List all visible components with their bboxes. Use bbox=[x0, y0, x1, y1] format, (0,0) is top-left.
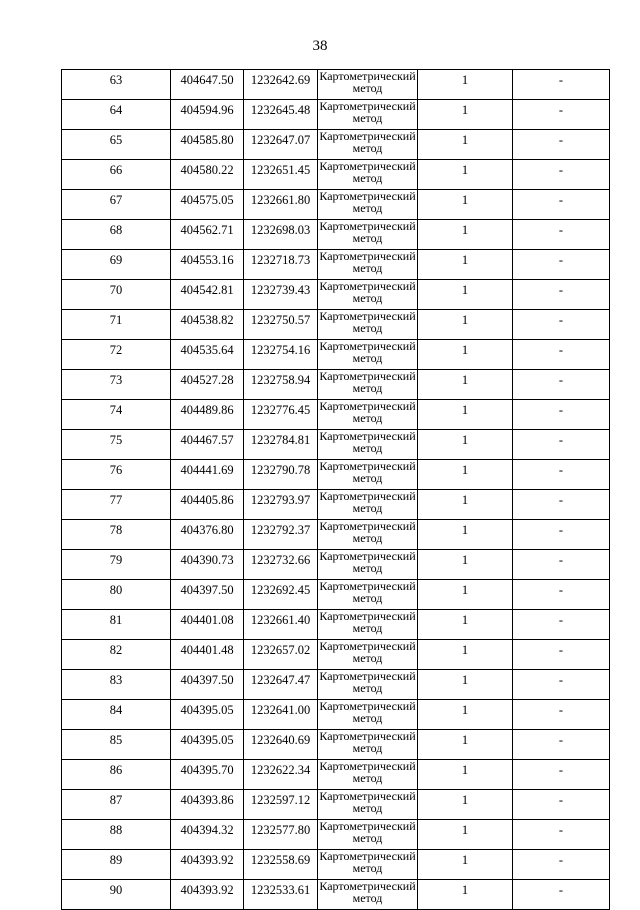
table-row bbox=[62, 700, 610, 730]
point-number-cell: 64 bbox=[62, 100, 171, 130]
y-coordinate-cell: 1232657.02 bbox=[244, 640, 318, 670]
description-cell: - bbox=[513, 340, 610, 370]
x-coordinate-cell: 404585.80 bbox=[171, 130, 244, 160]
description-cell: - bbox=[513, 460, 610, 490]
x-coordinate-cell: 404401.48 bbox=[171, 640, 244, 670]
accuracy-cell: 1 bbox=[418, 130, 513, 160]
description-cell: - bbox=[513, 580, 610, 610]
method-cell: Картометрический метод bbox=[318, 100, 418, 130]
point-number-cell: 74 bbox=[62, 400, 171, 430]
point-number-cell: 82 bbox=[62, 640, 171, 670]
method-cell: Картометрический метод bbox=[318, 730, 418, 760]
x-coordinate-cell: 404489.86 bbox=[171, 400, 244, 430]
table-row bbox=[62, 730, 610, 760]
table-row bbox=[62, 490, 610, 520]
accuracy-cell: 1 bbox=[418, 700, 513, 730]
y-coordinate-cell: 1232776.45 bbox=[244, 400, 318, 430]
point-number-cell: 69 bbox=[62, 250, 171, 280]
method-cell: Картометрический метод bbox=[318, 790, 418, 820]
point-number-cell: 87 bbox=[62, 790, 171, 820]
point-number-cell: 88 bbox=[62, 820, 171, 850]
point-number-cell: 71 bbox=[62, 310, 171, 340]
description-cell: - bbox=[513, 100, 610, 130]
accuracy-cell: 1 bbox=[418, 850, 513, 880]
y-coordinate-cell: 1232647.07 bbox=[244, 130, 318, 160]
y-coordinate-cell: 1232792.37 bbox=[244, 520, 318, 550]
y-coordinate-cell: 1232784.81 bbox=[244, 430, 318, 460]
table-row bbox=[62, 850, 610, 880]
y-coordinate-cell: 1232645.48 bbox=[244, 100, 318, 130]
accuracy-cell: 1 bbox=[418, 610, 513, 640]
description-cell: - bbox=[513, 70, 610, 100]
y-coordinate-cell: 1232718.73 bbox=[244, 250, 318, 280]
method-cell: Картометрический метод bbox=[318, 400, 418, 430]
point-number-cell: 77 bbox=[62, 490, 171, 520]
x-coordinate-cell: 404397.50 bbox=[171, 580, 244, 610]
accuracy-cell: 1 bbox=[418, 70, 513, 100]
accuracy-cell: 1 bbox=[418, 190, 513, 220]
description-cell: - bbox=[513, 670, 610, 700]
accuracy-cell: 1 bbox=[418, 880, 513, 910]
method-cell: Картометрический метод bbox=[318, 490, 418, 520]
method-cell: Картометрический метод bbox=[318, 850, 418, 880]
method-cell: Картометрический метод bbox=[318, 340, 418, 370]
x-coordinate-cell: 404594.96 bbox=[171, 100, 244, 130]
method-cell: Картометрический метод bbox=[318, 160, 418, 190]
description-cell: - bbox=[513, 430, 610, 460]
method-cell: Картометрический метод bbox=[318, 820, 418, 850]
y-coordinate-cell: 1232758.94 bbox=[244, 370, 318, 400]
y-coordinate-cell: 1232750.57 bbox=[244, 310, 318, 340]
description-cell: - bbox=[513, 700, 610, 730]
y-coordinate-cell: 1232597.12 bbox=[244, 790, 318, 820]
accuracy-cell: 1 bbox=[418, 400, 513, 430]
x-coordinate-cell: 404538.82 bbox=[171, 310, 244, 340]
point-number-cell: 78 bbox=[62, 520, 171, 550]
method-cell: Картометрический метод bbox=[318, 190, 418, 220]
y-coordinate-cell: 1232754.16 bbox=[244, 340, 318, 370]
accuracy-cell: 1 bbox=[418, 430, 513, 460]
point-number-cell: 79 bbox=[62, 550, 171, 580]
description-cell: - bbox=[513, 250, 610, 280]
x-coordinate-cell: 404580.22 bbox=[171, 160, 244, 190]
table-row bbox=[62, 340, 610, 370]
x-coordinate-cell: 404393.92 bbox=[171, 850, 244, 880]
x-coordinate-cell: 404393.92 bbox=[171, 880, 244, 910]
method-cell: Картометрический метод bbox=[318, 430, 418, 460]
description-cell: - bbox=[513, 790, 610, 820]
point-number-cell: 80 bbox=[62, 580, 171, 610]
method-cell: Картометрический метод bbox=[318, 130, 418, 160]
y-coordinate-cell: 1232651.45 bbox=[244, 160, 318, 190]
method-cell: Картометрический метод bbox=[318, 760, 418, 790]
accuracy-cell: 1 bbox=[418, 580, 513, 610]
point-number-cell: 83 bbox=[62, 670, 171, 700]
table-row bbox=[62, 100, 610, 130]
table-row bbox=[62, 370, 610, 400]
method-cell: Картометрический метод bbox=[318, 640, 418, 670]
x-coordinate-cell: 404405.86 bbox=[171, 490, 244, 520]
y-coordinate-cell: 1232642.69 bbox=[244, 70, 318, 100]
description-cell: - bbox=[513, 520, 610, 550]
method-cell: Картометрический метод bbox=[318, 880, 418, 910]
x-coordinate-cell: 404553.16 bbox=[171, 250, 244, 280]
point-number-cell: 72 bbox=[62, 340, 171, 370]
point-number-cell: 76 bbox=[62, 460, 171, 490]
accuracy-cell: 1 bbox=[418, 370, 513, 400]
table-row bbox=[62, 640, 610, 670]
x-coordinate-cell: 404395.70 bbox=[171, 760, 244, 790]
accuracy-cell: 1 bbox=[418, 640, 513, 670]
y-coordinate-cell: 1232647.47 bbox=[244, 670, 318, 700]
point-number-cell: 66 bbox=[62, 160, 171, 190]
accuracy-cell: 1 bbox=[418, 670, 513, 700]
table-row bbox=[62, 760, 610, 790]
method-cell: Картометрический метод bbox=[318, 280, 418, 310]
method-cell: Картометрический метод bbox=[318, 220, 418, 250]
accuracy-cell: 1 bbox=[418, 280, 513, 310]
table-row bbox=[62, 430, 610, 460]
y-coordinate-cell: 1232577.80 bbox=[244, 820, 318, 850]
description-cell: - bbox=[513, 880, 610, 910]
y-coordinate-cell: 1232732.66 bbox=[244, 550, 318, 580]
table-row bbox=[62, 550, 610, 580]
accuracy-cell: 1 bbox=[418, 760, 513, 790]
point-number-cell: 86 bbox=[62, 760, 171, 790]
accuracy-cell: 1 bbox=[418, 220, 513, 250]
table-row bbox=[62, 130, 610, 160]
x-coordinate-cell: 404390.73 bbox=[171, 550, 244, 580]
x-coordinate-cell: 404394.32 bbox=[171, 820, 244, 850]
method-cell: Картометрический метод bbox=[318, 70, 418, 100]
x-coordinate-cell: 404441.69 bbox=[171, 460, 244, 490]
accuracy-cell: 1 bbox=[418, 520, 513, 550]
accuracy-cell: 1 bbox=[418, 310, 513, 340]
x-coordinate-cell: 404527.28 bbox=[171, 370, 244, 400]
point-number-cell: 89 bbox=[62, 850, 171, 880]
y-coordinate-cell: 1232790.78 bbox=[244, 460, 318, 490]
method-cell: Картометрический метод bbox=[318, 370, 418, 400]
y-coordinate-cell: 1232661.40 bbox=[244, 610, 318, 640]
table-row bbox=[62, 160, 610, 190]
point-number-cell: 65 bbox=[62, 130, 171, 160]
method-cell: Картометрический метод bbox=[318, 580, 418, 610]
table-row bbox=[62, 280, 610, 310]
accuracy-cell: 1 bbox=[418, 550, 513, 580]
table-row bbox=[62, 820, 610, 850]
x-coordinate-cell: 404535.64 bbox=[171, 340, 244, 370]
method-cell: Картометрический метод bbox=[318, 250, 418, 280]
description-cell: - bbox=[513, 130, 610, 160]
accuracy-cell: 1 bbox=[418, 790, 513, 820]
y-coordinate-cell: 1232698.03 bbox=[244, 220, 318, 250]
table-row bbox=[62, 220, 610, 250]
point-number-cell: 84 bbox=[62, 700, 171, 730]
point-number-cell: 75 bbox=[62, 430, 171, 460]
method-cell: Картометрический метод bbox=[318, 610, 418, 640]
description-cell: - bbox=[513, 190, 610, 220]
description-cell: - bbox=[513, 820, 610, 850]
x-coordinate-cell: 404575.05 bbox=[171, 190, 244, 220]
page-number: 38 bbox=[312, 38, 328, 54]
accuracy-cell: 1 bbox=[418, 490, 513, 520]
y-coordinate-cell: 1232533.61 bbox=[244, 880, 318, 910]
x-coordinate-cell: 404562.71 bbox=[171, 220, 244, 250]
y-coordinate-cell: 1232622.34 bbox=[244, 760, 318, 790]
table-body bbox=[62, 70, 610, 910]
accuracy-cell: 1 bbox=[418, 460, 513, 490]
x-coordinate-cell: 404395.05 bbox=[171, 700, 244, 730]
method-cell: Картометрический метод bbox=[318, 550, 418, 580]
table-row bbox=[62, 250, 610, 280]
y-coordinate-cell: 1232640.69 bbox=[244, 730, 318, 760]
accuracy-cell: 1 bbox=[418, 100, 513, 130]
accuracy-cell: 1 bbox=[418, 730, 513, 760]
point-number-cell: 68 bbox=[62, 220, 171, 250]
method-cell: Картометрический метод bbox=[318, 520, 418, 550]
point-number-cell: 85 bbox=[62, 730, 171, 760]
table-row bbox=[62, 580, 610, 610]
table-row bbox=[62, 790, 610, 820]
y-coordinate-cell: 1232739.43 bbox=[244, 280, 318, 310]
table-row bbox=[62, 190, 610, 220]
table-row bbox=[62, 70, 610, 100]
x-coordinate-cell: 404395.05 bbox=[171, 730, 244, 760]
coordinates-table bbox=[61, 69, 610, 910]
y-coordinate-cell: 1232558.69 bbox=[244, 850, 318, 880]
x-coordinate-cell: 404376.80 bbox=[171, 520, 244, 550]
point-number-cell: 73 bbox=[62, 370, 171, 400]
x-coordinate-cell: 404467.57 bbox=[171, 430, 244, 460]
table-row bbox=[62, 310, 610, 340]
description-cell: - bbox=[513, 730, 610, 760]
description-cell: - bbox=[513, 400, 610, 430]
description-cell: - bbox=[513, 160, 610, 190]
accuracy-cell: 1 bbox=[418, 340, 513, 370]
point-number-cell: 70 bbox=[62, 280, 171, 310]
x-coordinate-cell: 404542.81 bbox=[171, 280, 244, 310]
method-cell: Картометрический метод bbox=[318, 670, 418, 700]
description-cell: - bbox=[513, 760, 610, 790]
table-row bbox=[62, 520, 610, 550]
y-coordinate-cell: 1232793.97 bbox=[244, 490, 318, 520]
method-cell: Картометрический метод bbox=[318, 460, 418, 490]
description-cell: - bbox=[513, 850, 610, 880]
description-cell: - bbox=[513, 490, 610, 520]
method-cell: Картометрический метод bbox=[318, 310, 418, 340]
y-coordinate-cell: 1232641.00 bbox=[244, 700, 318, 730]
method-cell: Картометрический метод bbox=[318, 700, 418, 730]
table-row bbox=[62, 460, 610, 490]
point-number-cell: 90 bbox=[62, 880, 171, 910]
table-row bbox=[62, 610, 610, 640]
y-coordinate-cell: 1232692.45 bbox=[244, 580, 318, 610]
point-number-cell: 81 bbox=[62, 610, 171, 640]
accuracy-cell: 1 bbox=[418, 250, 513, 280]
description-cell: - bbox=[513, 640, 610, 670]
description-cell: - bbox=[513, 370, 610, 400]
y-coordinate-cell: 1232661.80 bbox=[244, 190, 318, 220]
x-coordinate-cell: 404393.86 bbox=[171, 790, 244, 820]
description-cell: - bbox=[513, 310, 610, 340]
table-row bbox=[62, 880, 610, 910]
x-coordinate-cell: 404401.08 bbox=[171, 610, 244, 640]
table-row bbox=[62, 670, 610, 700]
table-row bbox=[62, 400, 610, 430]
description-cell: - bbox=[513, 220, 610, 250]
description-cell: - bbox=[513, 280, 610, 310]
accuracy-cell: 1 bbox=[418, 160, 513, 190]
point-number-cell: 67 bbox=[62, 190, 171, 220]
point-number-cell: 63 bbox=[62, 70, 171, 100]
accuracy-cell: 1 bbox=[418, 820, 513, 850]
x-coordinate-cell: 404397.50 bbox=[171, 670, 244, 700]
description-cell: - bbox=[513, 610, 610, 640]
x-coordinate-cell: 404647.50 bbox=[171, 70, 244, 100]
description-cell: - bbox=[513, 550, 610, 580]
